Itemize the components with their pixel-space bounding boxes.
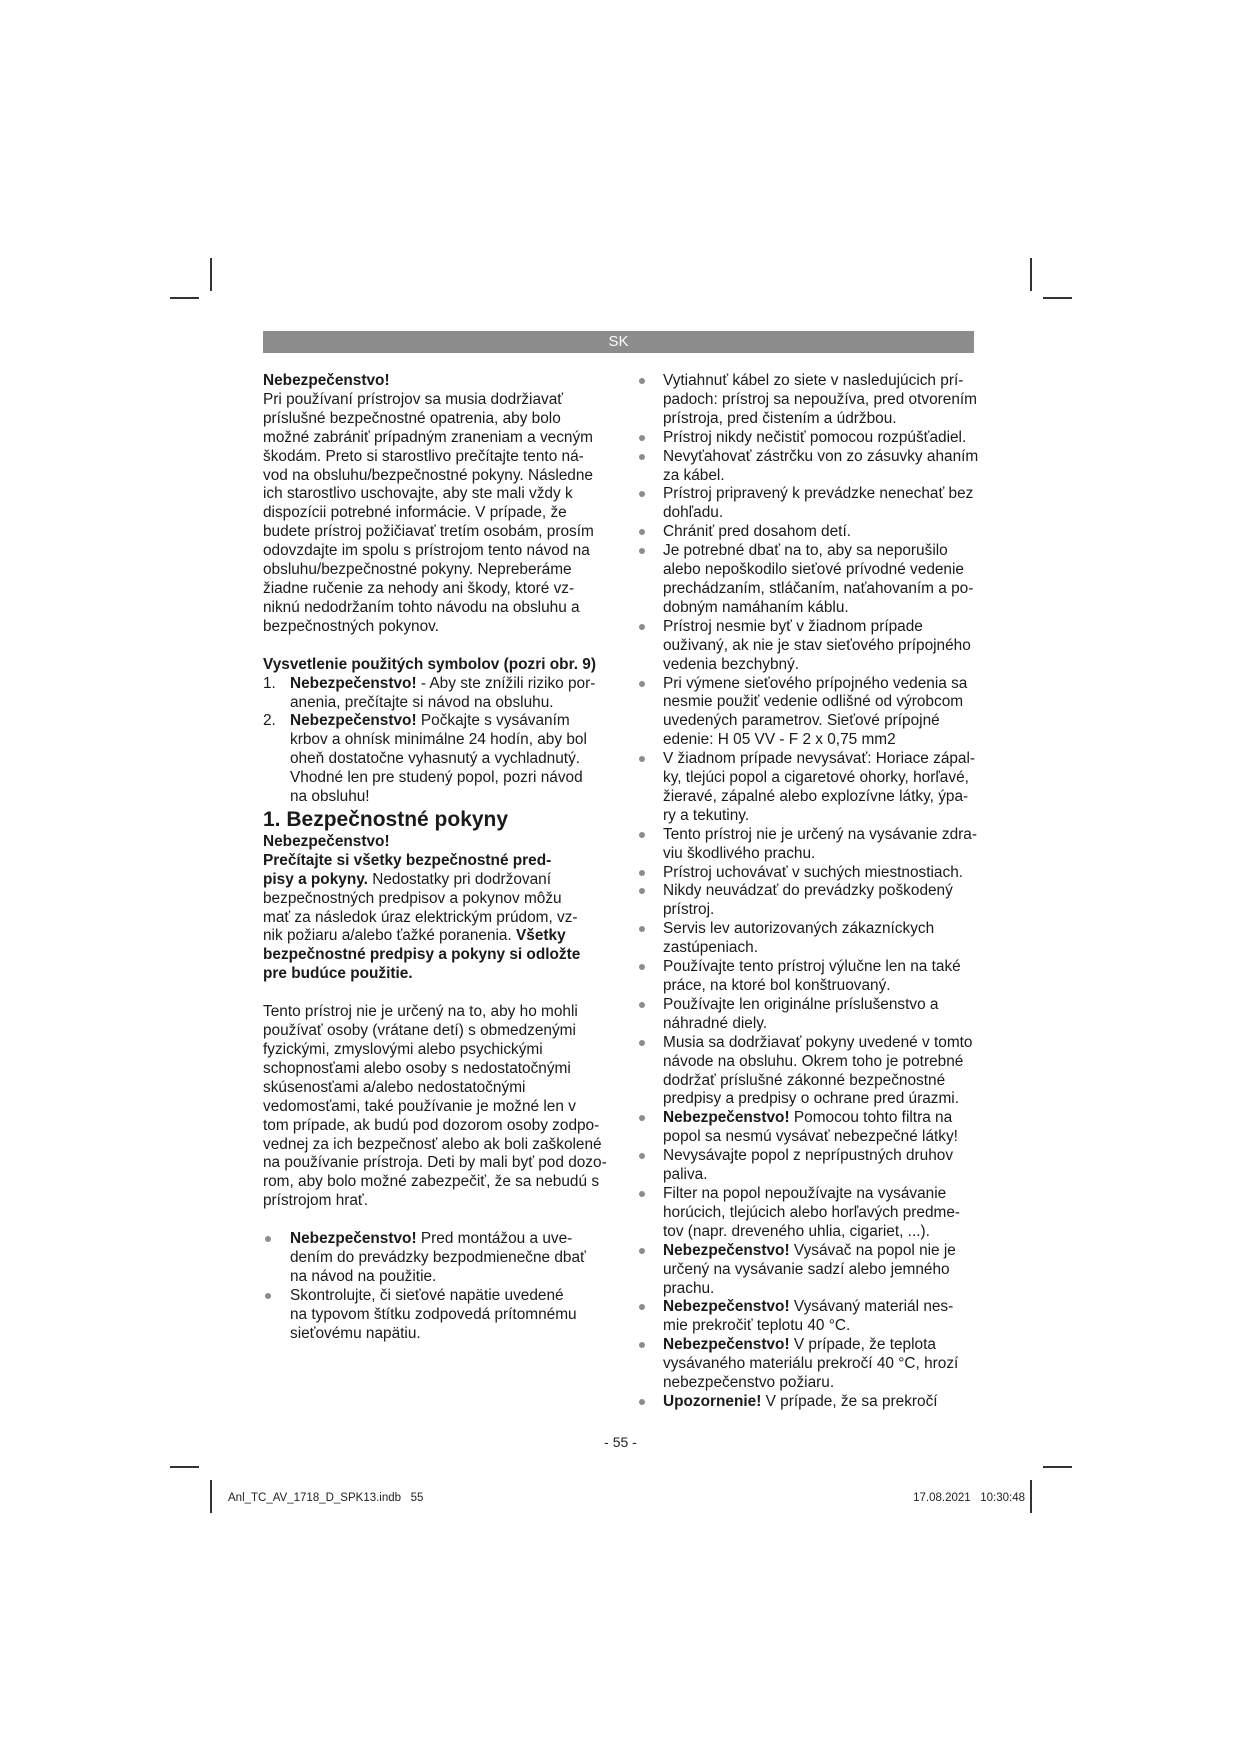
- bullet-text: Prístroj uchovávať v suchých miestnostiach.: [663, 863, 964, 881]
- bullet-text: Pred montážou a uve-: [416, 1230, 573, 1248]
- crop-mark-bottom-left-h: [170, 1466, 199, 1468]
- bullet-danger-label: Nebezpečenstvo!: [290, 1230, 417, 1248]
- bullet-text: Filter na popol nepoužívajte na vysávanie: [663, 1184, 947, 1202]
- safety-line-bold: pisy a pokyny.: [263, 870, 368, 888]
- children-line: tom prípade, ak budú pod dozorom osoby zodpo-: [263, 1116, 600, 1134]
- symbol-text: anenia, prečítajte si návod na obsluhu.: [290, 693, 554, 711]
- intro-line: obsluhu/bezpečnostné pokyny. Nepreberáme: [263, 561, 572, 579]
- bullet-danger-label: Nebezpečenstvo!: [663, 1241, 790, 1259]
- bullet-text: Skontrolujte, či sieťové napätie uvedené: [290, 1286, 564, 1304]
- intro-line: Pri používaní prístrojov sa musia dodržiavať: [263, 390, 564, 408]
- bullet-text: Vytiahnuť kábel zo siete v nasledujúcich prí-: [663, 372, 964, 389]
- bullet-item: [636, 882, 981, 920]
- bullet-item: [636, 448, 981, 486]
- safety-line: pre budúce použitie.: [263, 965, 413, 983]
- bullet-text: sieťovému napätiu.: [290, 1324, 421, 1342]
- symbol-text: - Aby ste znížili riziko por-: [416, 674, 596, 692]
- crop-mark-bottom-right-v: [1030, 1480, 1032, 1513]
- children-line: na používanie prístroja. Deti by mali byť pod dozo-: [263, 1154, 607, 1172]
- bullet-item: [636, 1298, 981, 1336]
- bullet-text: dodržať príslušné zákonné bezpečnostné: [663, 1071, 946, 1089]
- crop-mark-top-left-h: [170, 297, 199, 299]
- children-line: schopnosťami alebo osoby s nedostatočnými: [263, 1059, 571, 1077]
- bullet-text: dením do prevádzky bezpodmienečne dbať: [290, 1249, 586, 1267]
- bullet-text: náhradné diely.: [663, 1014, 768, 1032]
- bullet-text: vedenia bezchybný.: [663, 655, 800, 673]
- bullet-danger-label: Nebezpečenstvo!: [663, 1109, 790, 1127]
- children-line: vednej za ich bezpečnosť alebo ak boli zaškolené: [263, 1135, 602, 1153]
- bullet-item: [636, 372, 981, 429]
- bullet-text: Musia sa dodržiavať pokyny uvedené v tomto: [663, 1033, 973, 1051]
- bullet-text: návode na obsluhu. Okrem toho je potrebné: [663, 1052, 964, 1070]
- bullet-text: Tento prístroj nie je určený na vysávanie zdra-: [663, 825, 977, 843]
- symbol-text: krbov a ohnísk minimálne 24 hodín, aby bol: [290, 731, 587, 749]
- right-column: [636, 372, 981, 1412]
- bullet-text: V prípade, že teplota: [789, 1336, 936, 1354]
- bullet-item: [636, 1034, 981, 1110]
- bullet-item: [636, 429, 981, 448]
- symbol-number: 1.: [263, 674, 276, 692]
- bullet-item: [636, 523, 981, 542]
- bullet-text: Prístroj pripravený k prevádzke nenechať bez: [663, 485, 974, 503]
- bullet-text: tov (napr. dreveného uhlia, cigariet, ...).: [663, 1222, 930, 1240]
- bullet-text: padoch: prístroj sa nepoužíva, pred otvorením: [663, 390, 977, 408]
- intro-line: dispozícii potrebné informácie. V prípade, že: [263, 504, 567, 522]
- bullet-text: zastúpeniach.: [663, 939, 758, 957]
- bullet-item: [636, 920, 981, 958]
- children-line: rom, aby bolo možné zabezpečiť, že sa nebudú s: [263, 1173, 600, 1191]
- bullet-text: Pri výmene sieťového prípojného vedenia sa: [663, 674, 968, 692]
- bullet-item: [636, 1147, 981, 1185]
- bullet-item: [636, 750, 981, 826]
- symbol-item-2: [263, 712, 618, 807]
- page-number: - 55 -: [604, 1434, 637, 1450]
- symbol-danger-label: Nebezpečenstvo!: [290, 674, 417, 692]
- bullet-item: [636, 675, 981, 751]
- intro-line: možné zabrániť prípadným zraneniam a vecným: [263, 428, 593, 446]
- bullet-text: paliva.: [663, 1166, 708, 1184]
- symbol-number: 2.: [263, 712, 276, 730]
- footer-filename: Anl_TC_AV_1718_D_SPK13.indb 55: [228, 1492, 424, 1504]
- bullet-text: popol sa nesmú vysávať nebezpečné látky!: [663, 1128, 958, 1146]
- intro-line: niknú nedodržaním tohto návodu na obsluhu a: [263, 598, 580, 616]
- bullet-text: predpisy a predpisy o ochrane pred úrazmi.: [663, 1090, 959, 1108]
- crop-mark-top-left-v: [210, 258, 212, 291]
- symbols-heading: Vysvetlenie použitých symbolov (pozri obr. 9): [263, 655, 596, 673]
- symbol-text: oheň dostatočne vyhasnutý a vychladnutý.: [290, 750, 581, 768]
- children-line: Tento prístroj nie je určený na to, aby ho mohli: [263, 1003, 578, 1021]
- intro-line: bezpečnostných pokynov.: [263, 617, 439, 635]
- safety-line: mať za následok úraz elektrickým prúdom, vz-: [263, 908, 578, 926]
- bullet-text: vysávaného materiálu prekročí 40 °C, hrozí: [663, 1355, 959, 1373]
- bullet-text: prechádzaním, stláčaním, naťahovaním a po-: [663, 579, 974, 597]
- bullet-text: horúcich, tlejúcich alebo horľavých predme-: [663, 1203, 961, 1221]
- intro-line: ich starostlivo uschovajte, aby ste mali vždy k: [263, 485, 573, 503]
- bullet-item: [636, 996, 981, 1034]
- bullet-danger-label: Nebezpečenstvo!: [663, 1336, 790, 1354]
- symbol-text: Vhodné len pre studený popol, pozri návod: [290, 769, 583, 787]
- bullet-text: nesmie použiť vedenie odlišné od výrobcom: [663, 693, 964, 711]
- left-column: [263, 372, 618, 1344]
- bullet-item: [636, 958, 981, 996]
- footer-datetime: 17.08.2021 10:30:48: [913, 1492, 1025, 1504]
- intro-line: vod na obsluhu/bezpečnostné pokyny. Následne: [263, 466, 593, 484]
- bullet-text: Prístroj nesmie byť v žiadnom prípade: [663, 617, 923, 635]
- danger-heading: Nebezpečenstvo!: [263, 372, 390, 389]
- bullet-item: [636, 1109, 981, 1147]
- bullet-text: dobným namáhaním káblu.: [663, 598, 849, 616]
- children-line: vedomosťami, také používanie je možné len v: [263, 1097, 576, 1115]
- bullet-text: prístroj.: [663, 901, 715, 919]
- bullet-text: určený na vysávanie sadzí alebo jemného: [663, 1260, 950, 1278]
- symbol-item-1: [263, 675, 618, 713]
- bullet-text: za kábel.: [663, 466, 725, 484]
- safety-line: Prečítajte si všetky bezpečnostné pred-: [263, 851, 552, 869]
- bullet-item: [636, 826, 981, 864]
- bullet-text: uvedených parametrov. Sieťové prípojné: [663, 712, 940, 730]
- bullet-text: Pomocou tohto filtra na: [789, 1109, 953, 1127]
- bullet-item: [636, 864, 981, 883]
- safety-line-bold: Všetky: [516, 927, 566, 945]
- bullet-text: Nikdy neuvádzať do prevádzky poškodený: [663, 882, 953, 900]
- children-line: fyzickými, zmyslovými alebo psychickými: [263, 1041, 543, 1058]
- crop-mark-bottom-left-v: [210, 1480, 212, 1513]
- bullet-text: mie prekročiť teplotu 40 °C.: [663, 1317, 851, 1335]
- bullet-danger-label: Nebezpečenstvo!: [663, 1298, 790, 1316]
- bullet-text: Prístroj nikdy nečistiť pomocou rozpúšťadiel.: [663, 428, 967, 446]
- bullet-text: dohľadu.: [663, 504, 724, 522]
- safety-line: bezpečnostných predpisov a pokynov môžu: [263, 889, 562, 907]
- bullet-text: Servis lev autorizovaných zákazníckych: [663, 920, 935, 938]
- bullet-text: práce, na ktoré bol konštruovaný.: [663, 977, 891, 994]
- bullet-text: alebo nepoškodilo sieťové prívodné vedenie: [663, 561, 964, 579]
- symbol-danger-label: Nebezpečenstvo!: [290, 712, 417, 730]
- bullet-text: žieravé, zápalné alebo explozívne látky, ýpa-: [663, 787, 969, 805]
- intro-line: škodám. Preto si starostlivo prečítajte tento ná-: [263, 447, 584, 465]
- bullet-text: Vysávaný materiál nes-: [789, 1298, 954, 1316]
- bullet-text: V žiadnom prípade nevysávať: Horiace zápal-: [663, 750, 976, 768]
- bullet-text: prístroja, pred čistením a údržbou.: [663, 409, 897, 427]
- safety-danger-heading: Nebezpečenstvo!: [263, 832, 390, 850]
- children-line: skúsenosťami a/alebo nedostatočnými: [263, 1078, 526, 1096]
- symbol-text: na obsluhu!: [290, 788, 370, 806]
- bullet-text: nebezpečenstvo požiaru.: [663, 1374, 835, 1392]
- bullet-item: [636, 1185, 981, 1242]
- safety-line: nik požiaru a/alebo ťažké poranenia.: [263, 927, 517, 945]
- bullet-text: Je potrebné dbať na to, aby sa neporušilo: [663, 542, 948, 560]
- bullet-text: na návod na použitie.: [290, 1267, 437, 1285]
- bullet-text: viu škodlivého prachu.: [663, 844, 816, 862]
- symbol-text: Počkajte s vysávaním: [416, 712, 570, 730]
- language-header-band: [263, 331, 974, 353]
- intro-line: žiadne ručenie za nehody ani škody, ktoré vz-: [263, 579, 575, 597]
- children-line: prístrojom hrať.: [263, 1192, 368, 1210]
- intro-line: budete prístroj požičiavať tretím osobám, prosím: [263, 523, 594, 541]
- bullet-text: Nevysávajte popol z neprípustných druhov: [663, 1147, 954, 1165]
- bullet-text: ouživaný, ak nie je stav sieťového prípojného: [663, 636, 971, 654]
- bullet-text: Nevyťahovať zástrčku von zo zásuvky ahaním: [663, 447, 979, 465]
- bullet-text: na typovom štítku zodpovedá prítomnému: [290, 1305, 577, 1323]
- bullet-text: edenie: H 05 VV - F 2 x 0,75 mm2: [663, 731, 896, 749]
- children-line: používať osoby (vrátane detí) s obmedzenými: [263, 1022, 576, 1040]
- bullet-item: [636, 1242, 981, 1299]
- language-label: SK: [608, 333, 629, 350]
- bullet-item: [636, 1336, 981, 1393]
- bullet-text: Používajte tento prístroj výlučne len na také: [663, 958, 961, 976]
- bullet-text: Vysávač na popol nie je: [789, 1241, 956, 1259]
- bullet-item: [636, 1393, 981, 1412]
- bullet-text: ry a tekutiny.: [663, 806, 750, 824]
- bullet-item: [636, 485, 981, 523]
- bullet-item: [263, 1287, 618, 1344]
- bullet-item: [636, 542, 981, 618]
- intro-line: príslušné bezpečnostné opatrenia, aby bolo: [263, 409, 561, 427]
- bullet-notice-label: Upozornenie!: [663, 1392, 762, 1410]
- bullet-item: [636, 618, 981, 675]
- section-title: 1. Bezpečnostné pokyny: [263, 807, 509, 831]
- intro-line: odovzdajte im spolu s prístrojom tento návod na: [263, 542, 590, 560]
- bullet-text: Používajte len originálne príslušenstvo a: [663, 995, 939, 1013]
- crop-mark-top-right-h: [1043, 297, 1072, 299]
- bullet-text: Chrániť pred dosahom detí.: [663, 523, 852, 541]
- safety-line: bezpečnostné predpisy a pokyny si odložte: [263, 946, 581, 964]
- bullet-text: V prípade, že sa prekročí: [761, 1392, 938, 1410]
- crop-mark-top-right-v: [1030, 258, 1032, 291]
- crop-mark-bottom-right-h: [1043, 1466, 1072, 1468]
- bullet-item: [263, 1230, 618, 1287]
- bullet-text: prachu.: [663, 1279, 715, 1297]
- bullet-text: ky, tlejúci popol a cigaretové ohorky, horľavé,: [663, 769, 969, 787]
- safety-line: Nedostatky pri dodržovaní: [367, 870, 552, 888]
